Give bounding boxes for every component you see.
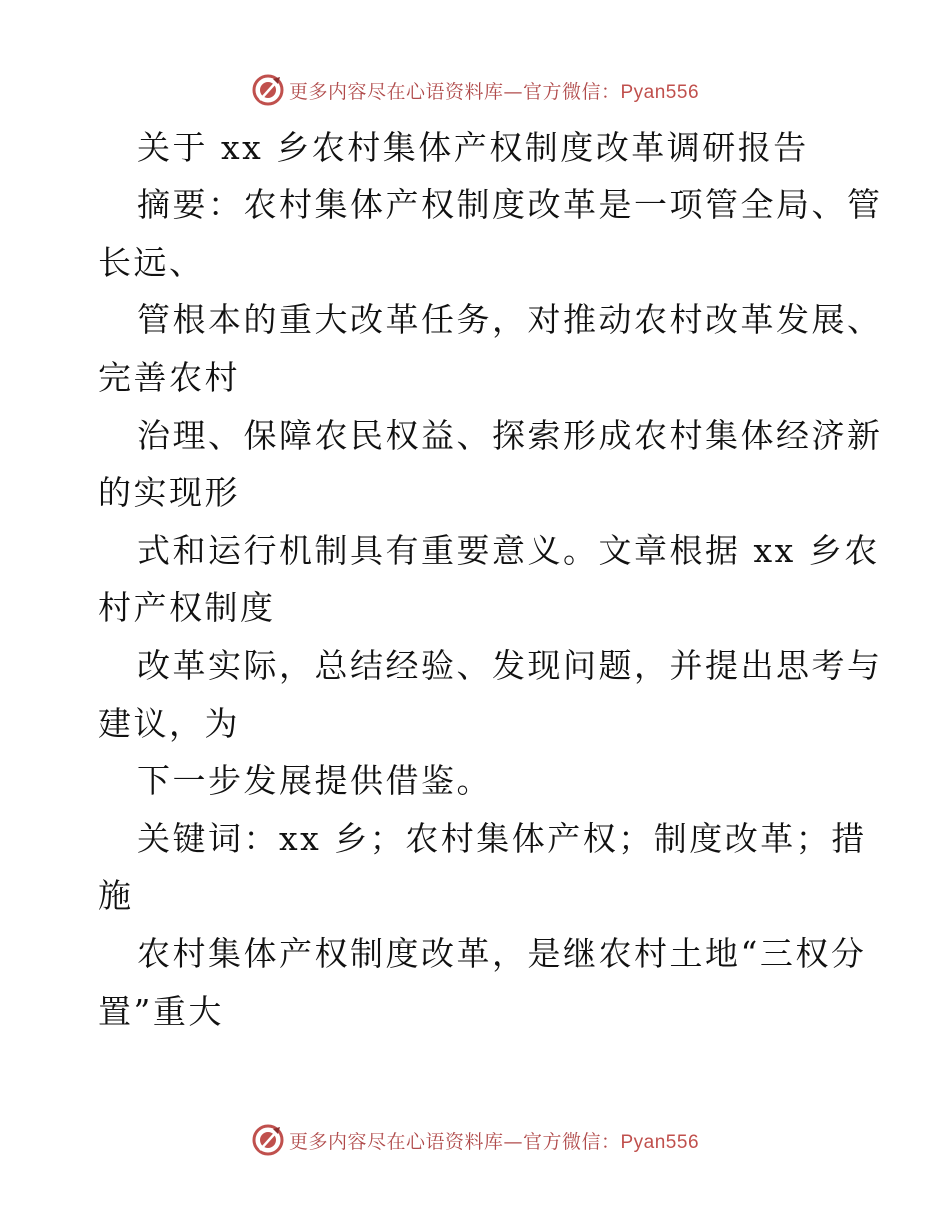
text-line: 建议，为 (98, 704, 240, 743)
text-line: 农村集体产权制度改革，是继农村土地“三权分 (137, 934, 867, 973)
text-line: 置”重大 (98, 992, 224, 1031)
text-line: 下一步发展提供借鉴。 (137, 761, 492, 800)
text-line: 管根本的重大改革任务，对推动农村改革发展、 (137, 300, 883, 339)
text-line: 改革实际，总结经验、发现问题，并提出思考与 (137, 646, 883, 685)
text-line: 长远、 (98, 243, 205, 282)
keywords-line: 施 (98, 876, 134, 915)
footer-banner-text: 更多内容尽在心语资料库—官方微信：Pyan556 (288, 1130, 700, 1153)
footer-banner (0, 1120, 950, 1160)
text-line: 式和运行机制具有重要意义。文章根据 xx 乡农 (137, 531, 880, 570)
text-line: 的实现形 (98, 473, 240, 512)
text-line: 完善农村 (98, 358, 240, 397)
document-title: 关于 xx 乡农村集体产权制度改革调研报告 (137, 128, 809, 167)
quill-seal-logo-icon (251, 73, 285, 107)
text-line: 摘要：农村集体产权制度改革是一项管全局、管 (137, 185, 883, 224)
keywords-line: 关键词：xx 乡；农村集体产权；制度改革；措 (137, 819, 867, 858)
text-line: 治理、保障农民权益、探索形成农村集体经济新 (137, 416, 883, 455)
header-banner (0, 70, 950, 110)
text-line: 村产权制度 (98, 588, 276, 627)
quill-seal-logo-icon (251, 1123, 285, 1157)
header-banner-text: 更多内容尽在心语资料库—官方微信：Pyan556 (288, 80, 700, 103)
